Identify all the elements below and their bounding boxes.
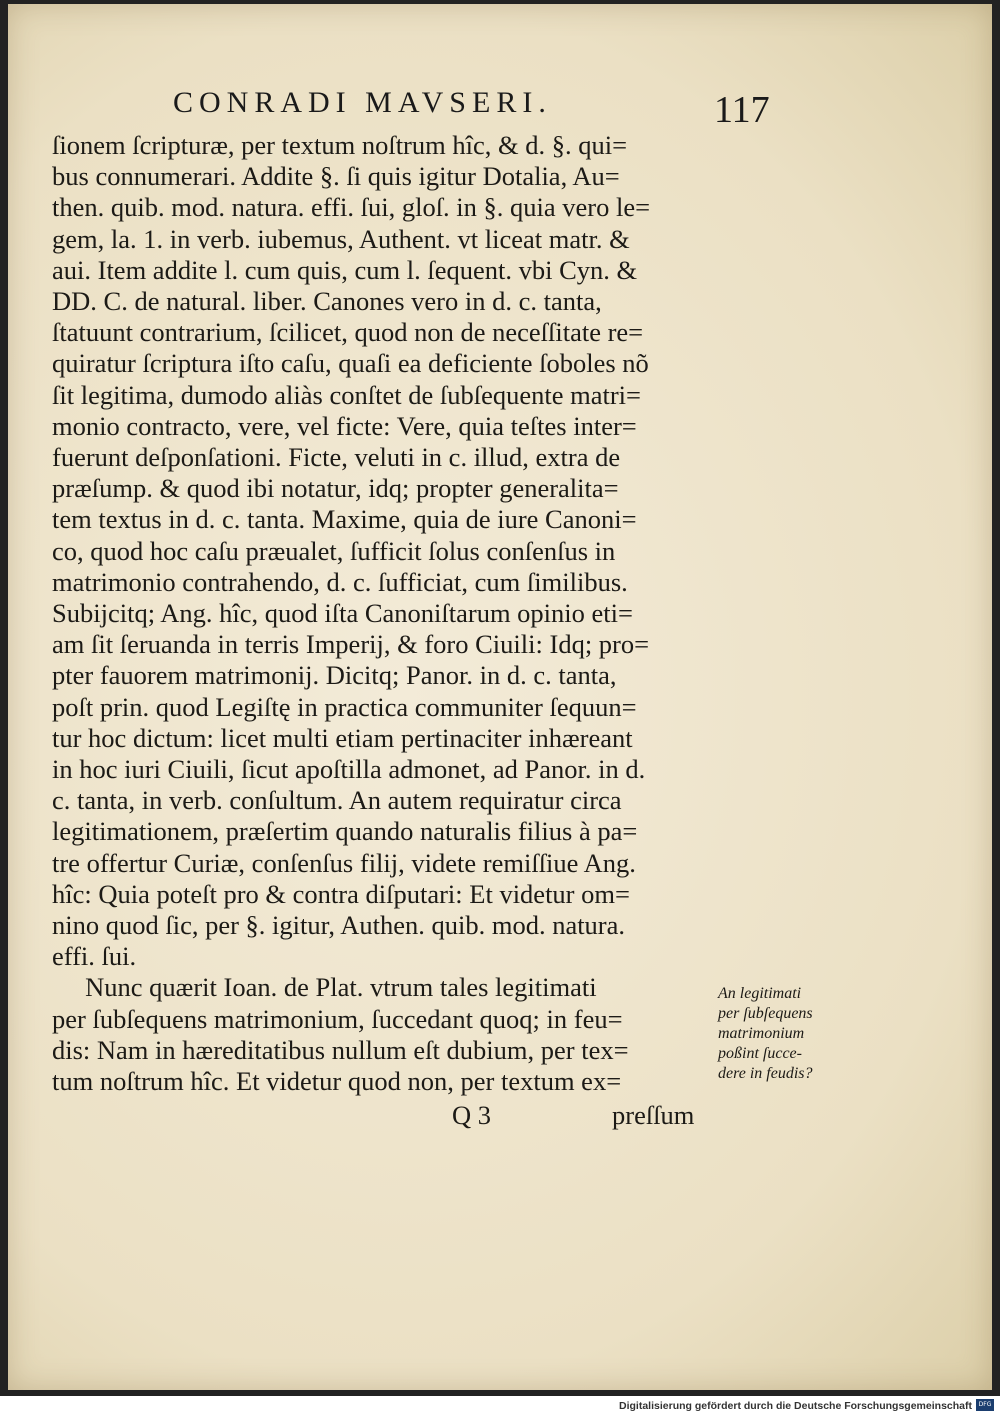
text-line: pter fauorem matrimonij. Dicitq; Panor. in d. c. tanta, <box>52 660 617 691</box>
text-line: matrimonio contrahendo, d. c. ſufficiat, cum ſimilibus. <box>52 566 628 597</box>
text-line: gem, la. 1. in verb. iubemus, Authent. vt liceat matr. & <box>52 223 630 254</box>
marginal-note-line: poßint ſucce- <box>718 1045 802 1062</box>
catchword: preſſum <box>612 1100 695 1130</box>
text-line: poſt prin. quod Legiſtę in practica communiter ſequun= <box>52 691 637 722</box>
text-line: legitimationem, præſertim quando naturalis filius à pa= <box>52 816 638 847</box>
text-line: DD. C. de natural. liber. Canones vero in d. c. tanta, <box>52 286 602 317</box>
text-line: quiratur ſcriptura iſto caſu, quaſi ea deficiente ſoboles nõ <box>52 348 649 379</box>
digitization-credit: Digitalisierung gefördert durch die Deutsche Forschungsgemeinschaft <box>619 1400 972 1412</box>
text-line: dis: Nam in hæreditatibus nullum eſt dubium, per tex= <box>52 1034 629 1065</box>
page-foot <box>52 1100 712 1132</box>
running-head: CONRADI MAVSERI. <box>173 86 552 119</box>
marginal-note-line: per ſubſequens <box>718 1005 813 1022</box>
text-line: Nunc quærit Ioan. de Plat. vtrum tales legitimati <box>52 972 597 1003</box>
text-line: tem textus in d. c. tanta. Maxime, quia de iure Canoni= <box>52 504 637 535</box>
marginal-note <box>718 984 868 1084</box>
dfg-logo: DFG <box>976 1399 994 1411</box>
text-line: fuerunt deſponſationi. Ficte, veluti in c. illud, extra de <box>52 442 621 473</box>
text-line: tum noſtrum hîc. Et videtur quod non, per textum ex= <box>52 1066 622 1097</box>
text-line: monio contracto, vere, vel ficte: Vere, quia teſtes inter= <box>52 410 637 441</box>
text-line: co, quod hoc caſu præualet, ſufficit ſolus conſenſus in <box>52 535 616 566</box>
text-line: ſionem ſcripturæ, per textum noſtrum hîc, & d. §. qui= <box>52 130 628 160</box>
text-line: bus connumerari. Addite §. ſi quis igitur Dotalia, Au= <box>52 161 620 192</box>
text-line: hîc: Quia poteſt pro & contra diſputari: Et videtur om= <box>52 878 630 909</box>
text-line: am ſit ſeruanda in terris Imperij, & foro Ciuili: Idq; pro= <box>52 629 650 660</box>
marginal-note-line: dere in feudis? <box>718 1065 813 1082</box>
text-line: ſtatuunt contrarium, ſcilicet, quod non de neceſſitate re= <box>52 317 644 348</box>
body-text <box>52 130 712 1097</box>
text-line: nino quod ſic, per §. igitur, Authen. quib. mod. natura. <box>52 910 626 941</box>
text-line: ſit legitima, dumodo aliàs conſtet de ſubſequente matri= <box>52 379 641 410</box>
text-line: aui. Item addite l. cum quis, cum l. ſequent. vbi Cyn. & <box>52 254 638 285</box>
marginal-note-line: matrimonium <box>718 1025 805 1042</box>
text-line: tur hoc dictum: licet multi etiam pertinaciter inhæreant <box>52 722 633 753</box>
text-line: effi. ſui. <box>52 941 137 972</box>
text-line: in hoc iuri Ciuili, ſicut apoſtilla admonet, ad Panor. in d. <box>52 754 646 785</box>
text-line: tre offertur Curiæ, conſenſus filij, videte remiſſiue Ang. <box>52 847 636 878</box>
page-number: 117 <box>714 89 770 131</box>
signature-mark: Q 3 <box>452 1100 492 1130</box>
book-page <box>8 4 992 1390</box>
marginal-note-line: An legitimati <box>718 985 802 1002</box>
text-line: præſump. & quod ibi notatur, idq; propter generalita= <box>52 473 619 504</box>
text-line: c. tanta, in verb. conſultum. An autem requiratur circa <box>52 785 622 816</box>
text-line: per ſubſequens matrimonium, ſuccedant quoq; in feu= <box>52 1003 623 1034</box>
text-line: then. quib. mod. natura. effi. ſui, gloſ. in §. quia vero le= <box>52 192 651 223</box>
text-line: Subijcitq; Ang. hîc, quod iſta Canoniſtarum opinio eti= <box>52 598 633 629</box>
